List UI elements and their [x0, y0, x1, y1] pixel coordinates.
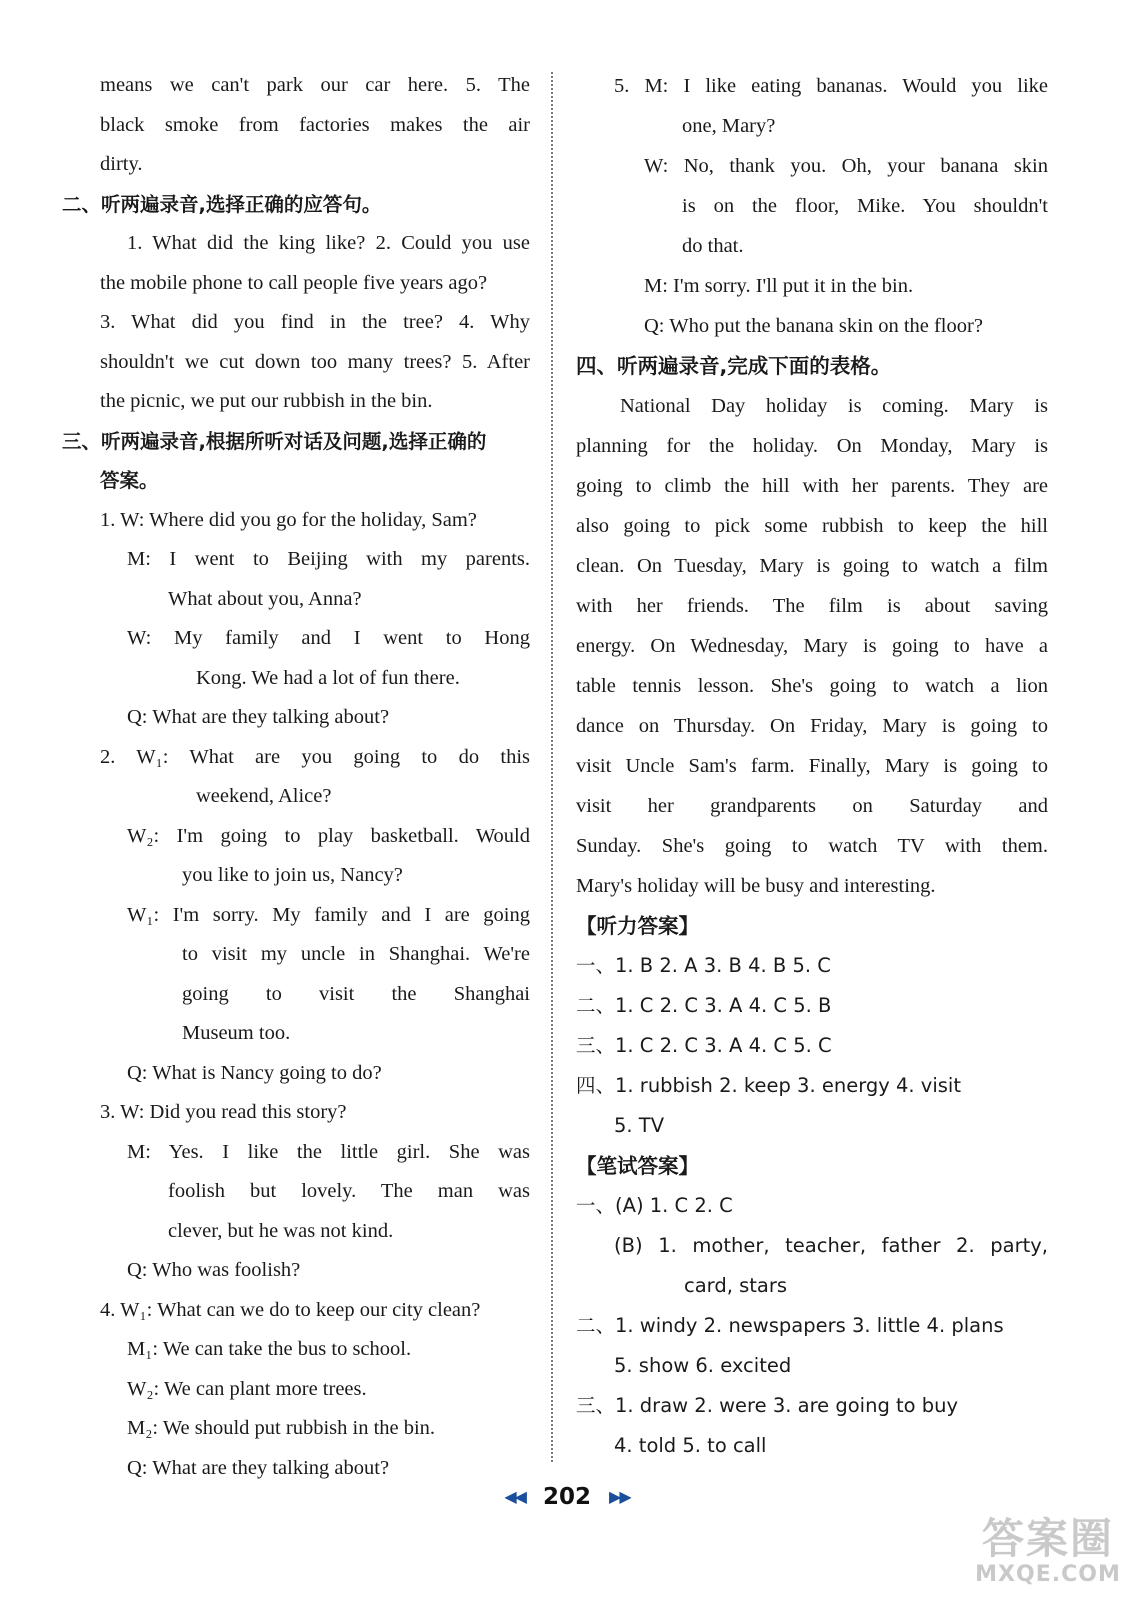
right-column-line: 二、1. windy 2. newspapers 3. little 4. plans [576, 1314, 1004, 1337]
right-column-line: 四、1. rubbish 2. keep 3. energy 4. visit [576, 1074, 961, 1097]
right-column-line: 【听力答案】 [576, 914, 699, 938]
right-column-line: planning for the holiday. On Monday, Mary is [576, 435, 1048, 457]
left-column-line: you like to join us, Nancy? [182, 864, 403, 886]
left-column-line: weekend, Alice? [196, 785, 332, 807]
watermark-url-text: MXQE.COM [975, 1562, 1121, 1587]
left-column-line: Q: What are they talking about? [127, 1456, 390, 1479]
right-column-line: with her friends. The film is about saving [576, 595, 1048, 617]
left-column-line: clever, but he was not kind. [168, 1219, 394, 1242]
right-column-line: dance on Thursday. On Friday, Mary is going to [576, 715, 1048, 737]
right-column-line: 5. M: I like eating bananas. Would you like [614, 75, 1048, 97]
right-column-line: (B) 1. mother, teacher, father 2. party, [614, 1234, 1048, 1257]
right-column [576, 66, 1048, 1466]
prev-page-arrows-icon[interactable]: ◀◀ [504, 1487, 525, 1506]
right-column-line: do that. [682, 235, 744, 257]
left-column-line: M₂: We should put rubbish in the bin. [127, 1417, 436, 1439]
left-column-line: 三、听两遍录音,根据所听对话及问题,选择正确的 [62, 429, 487, 453]
left-column-line: W: My family and I went to Hong [127, 627, 530, 649]
left-column-line: 1. What did the king like? 2. Could you use [127, 232, 530, 254]
left-column-line: Kong. We had a lot of fun there. [196, 666, 460, 689]
page-number: 202 [542, 1484, 591, 1510]
left-column-line: to visit my uncle in Shanghai. We're [182, 943, 530, 965]
left-column-line: black smoke from factories makes the air [100, 113, 530, 136]
page-footer [0, 1484, 1134, 1510]
left-column-line: M: Yes. I like the little girl. She was [127, 1140, 530, 1163]
right-column-line: visit her grandparents on Saturday and [576, 795, 1048, 817]
left-column-line: Museum too. [182, 1022, 291, 1044]
right-column-line: table tennis lesson. She's going to watch a lion [576, 675, 1048, 697]
left-column-line: going to visit the Shanghai [182, 982, 530, 1005]
right-column-line: Mary's holiday will be busy and interesting. [576, 875, 936, 897]
column-divider [551, 72, 553, 1462]
left-column-line: 1. W: Where did you go for the holiday, Sam? [100, 508, 477, 531]
right-column-line: card, stars [684, 1274, 788, 1297]
left-column-line: W₂: I'm going to play basketball. Would [127, 824, 530, 847]
left-column-line: 3. W: Did you read this story? [100, 1101, 347, 1123]
left-column-line: dirty. [100, 153, 143, 175]
right-column-line: 三、1. C 2. C 3. A 4. C 5. C [576, 1034, 832, 1057]
right-column-line: Q: Who put the banana skin on the floor? [644, 315, 983, 337]
right-column-line: 四、听两遍录音,完成下面的表格。 [576, 354, 892, 378]
left-column-line: 二、听两遍录音,选择正确的应答句。 [62, 192, 382, 216]
right-column-line: 一、1. B 2. A 3. B 4. B 5. C [576, 954, 831, 977]
left-column-line: M₁: We can take the bus to school. [127, 1338, 412, 1360]
right-column-line: Sunday. She's going to watch TV with them. [576, 835, 1048, 857]
left-column-line: Q: Who was foolish? [127, 1259, 301, 1281]
left-column-line: Q: What is Nancy going to do? [127, 1061, 382, 1084]
right-column-line: W: No, thank you. Oh, your banana skin [644, 155, 1048, 177]
right-column-line: 二、1. C 2. C 3. A 4. C 5. B [576, 994, 832, 1017]
left-column-line: 3. What did you find in the tree? 4. Why [100, 311, 530, 333]
next-page-arrows-icon[interactable]: ▶▶ [609, 1487, 630, 1506]
right-column-line: visit Uncle Sam's farm. Finally, Mary is going to [576, 755, 1048, 777]
right-column-line: 4. told 5. to call [614, 1434, 767, 1457]
left-column [62, 66, 530, 1488]
left-column-line: shouldn't we cut down too many trees? 5. After [100, 350, 530, 373]
right-column-line: is on the floor, Mike. You shouldn't [682, 195, 1048, 217]
left-column-line: Q: What are they talking about? [127, 706, 390, 728]
left-column-line: means we can't park our car here. 5. The [100, 74, 530, 96]
watermark-top-text: 答案圈 [981, 1514, 1114, 1563]
left-column-line: 4. W₁: What can we do to keep our city clean? [100, 1298, 481, 1321]
right-column-line: 5. show 6. excited [614, 1354, 792, 1377]
watermark-logo [968, 1516, 1128, 1594]
right-column-line: 5. TV [614, 1114, 665, 1137]
left-column-line: 答案。 [100, 469, 159, 492]
right-column-line: 一、(A) 1. C 2. C [576, 1194, 733, 1217]
left-column-line: W₂: We can plant more trees. [127, 1377, 367, 1400]
right-column-line: National Day holiday is coming. Mary is [620, 395, 1048, 417]
left-column-line: the picnic, we put our rubbish in the bin. [100, 390, 433, 412]
left-column-line: 2. W₁: What are you going to do this [100, 745, 530, 768]
left-column-line: M: I went to Beijing with my parents. [127, 548, 530, 570]
left-column-line: W₁: I'm sorry. My family and I are going [127, 903, 530, 926]
left-column-line: foolish but lovely. The man was [168, 1180, 530, 1202]
right-column-line: going to climb the hill with her parents. They are [576, 475, 1048, 497]
right-column-line: M: I'm sorry. I'll put it in the bin. [644, 275, 914, 297]
right-column-line: also going to pick some rubbish to keep the hill [576, 515, 1048, 537]
right-column-line: clean. On Tuesday, Mary is going to watch a film [576, 555, 1048, 577]
right-column-line: energy. On Wednesday, Mary is going to have a [576, 635, 1048, 657]
right-column-line: one, Mary? [682, 115, 776, 137]
right-column-line: 三、1. draw 2. were 3. are going to buy [576, 1394, 959, 1417]
left-column-line: What about you, Anna? [168, 587, 362, 610]
left-column-line: the mobile phone to call people five years ago? [100, 271, 488, 294]
right-column-line: 【笔试答案】 [576, 1154, 699, 1178]
